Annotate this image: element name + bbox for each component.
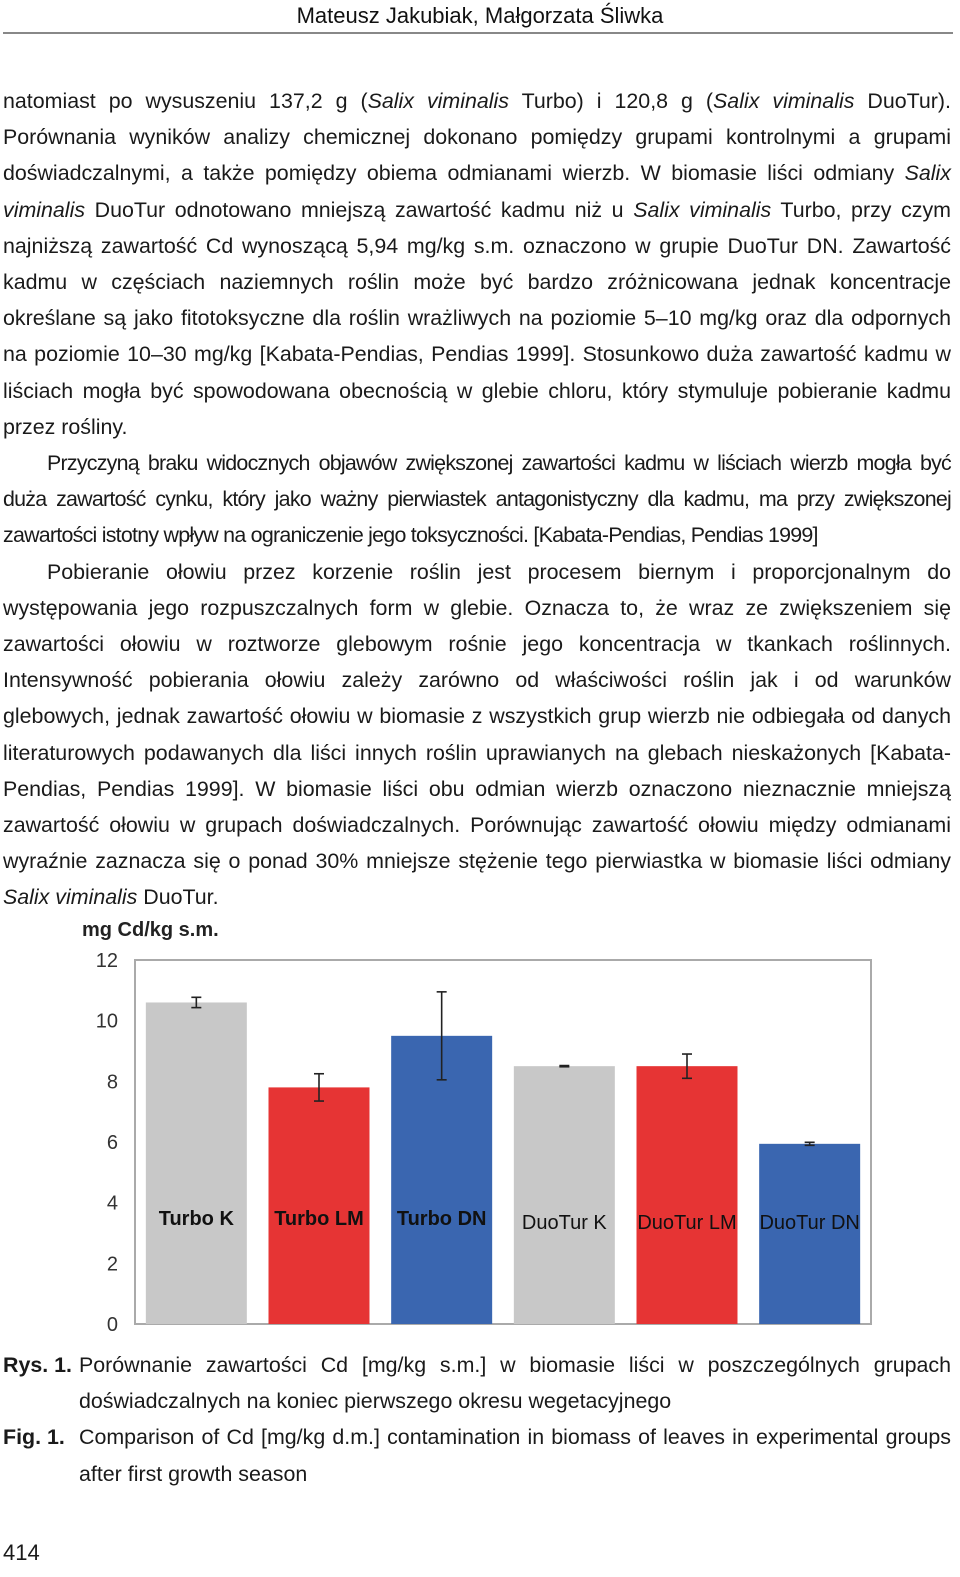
caption-pl-number: Rys. 1.	[3, 1353, 72, 1377]
caption-en-number: Fig. 1.	[3, 1425, 65, 1450]
category-label: DuoTur LM	[637, 1212, 737, 1234]
figure-captions	[3, 1347, 951, 1492]
body-text	[3, 83, 951, 916]
bar	[269, 1087, 370, 1324]
category-label: Turbo DN	[396, 1208, 487, 1230]
page-number: 414	[3, 1540, 40, 1565]
header-divider	[3, 32, 953, 34]
y-tick-label: 4	[106, 1192, 118, 1215]
category-label: Turbo K	[158, 1208, 234, 1230]
figure-chart	[0, 912, 960, 1342]
y-axis-title: mg Cd/kg s.m.	[82, 919, 219, 941]
y-tick-label: 6	[106, 1132, 118, 1154]
category-label: DuoTur DN	[759, 1212, 860, 1234]
caption-pl-text: Porównanie zawartości Cd [mg/kg s.m.] w biomasie liści w poszczególnych grupach doświadczalnych na koniec pierwszego okresu wegetacyjnego	[79, 1353, 951, 1414]
caption-en-text: Comparison of Cd [mg/kg d.m.] contamination in biomass of leaves in experimental groups after first growth season	[79, 1425, 951, 1486]
category-label: Turbo LM	[274, 1208, 364, 1230]
y-tick-label: 2	[106, 1253, 118, 1276]
paragraph-2: Przyczyną braku widocznych objawów zwiększonej zawartości kadmu w liściach wierzb mogła być duża zawartość cynku, który jako ważny pierwiastek antagonistyczny dla kadmu, ma przy zwiększonej zawartości istotny wpływ na ograniczenie jego toksyczności. [Kabata-Pendias, Pendias 1999]	[3, 451, 951, 548]
y-tick-label: 0	[106, 1314, 118, 1336]
caption-pl	[3, 1347, 951, 1419]
category-label: DuoTur K	[521, 1212, 607, 1234]
page-header	[0, 0, 960, 34]
y-tick-label: 12	[95, 950, 118, 972]
cd-bar-chart	[0, 912, 960, 1342]
error-bar	[559, 1066, 569, 1067]
bar	[637, 1066, 738, 1324]
header-authors: Mateusz Jakubiak, Małgorzata Śliwka	[296, 3, 664, 28]
paragraph-1: natomiast po wysuszeniu 137,2 g (Salix viminalis Turbo) i 120,8 g (Salix viminalis DuoTur). Porównania wyników analizy chemicznej dokonano pomiędzy grupami kontrolnymi a grupami doświadczalnymi, a także pomiędzy obiema odmianami wierzb. W biomasie liści odmiany Salix viminalis DuoTur odnotowano mniejszą zawartość kadmu niż u Salix viminalis Turbo, przy czym najniższą zawartość Cd wynoszącą 5,94 mg/kg s.m. oznaczono w grupie DuoTur DN. Zawartość kadmu w częściach naziemnych roślin może być bardzo zróżnicowana jednak koncentracje określane są jako fitotoksyczne dla roślin wrażliwych na poziomie 5–10 mg/kg oraz dla odpornych na poziomie 10–30 mg/kg [Kabata-Pendias, Pendias 1999]. Stosunkowo duża zawartość kadmu w liściach mogła być spowodowana obecnością w glebie chloru, który stymuluje pobieranie kadmu przez rośliny.	[3, 89, 951, 439]
paragraph-3: Pobieranie ołowiu przez korzenie roślin jest procesem biernym i proporcjonalnym do występowania jego rozpuszczalnych form w glebie. Oznacza to, że wraz ze zwiększeniem się zawartości ołowiu w roztworze glebowym rośnie jego koncentracja w tkankach roślinnych. Intensywność pobierania ołowiu zależy zarówno od właściwości roślin jak i od warunków glebowych, jednak zawartość ołowiu w biomasie z wszystkich grup wierzb nie odbiegała od danych literaturowych podawanych dla liści innych roślin uprawianych na glebach nieskażonych [Kabata-Pendias, Pendias 1999]. W biomasie liści obu odmian wierzb oznaczono nieznacznie mniejszą zawartość ołowiu w grupach doświadczalnych. Porównując zawartość ołowiu między odmianami wyraźnie zaznacza się o ponad 30% mniejsze stężenie tego pierwiastka w biomasie liści odmiany Salix viminalis DuoTur.	[3, 559, 951, 910]
bar	[514, 1066, 615, 1324]
y-tick-label: 8	[106, 1071, 118, 1094]
bar	[146, 1002, 247, 1324]
caption-en	[3, 1419, 951, 1491]
y-tick-label: 10	[95, 1010, 118, 1033]
